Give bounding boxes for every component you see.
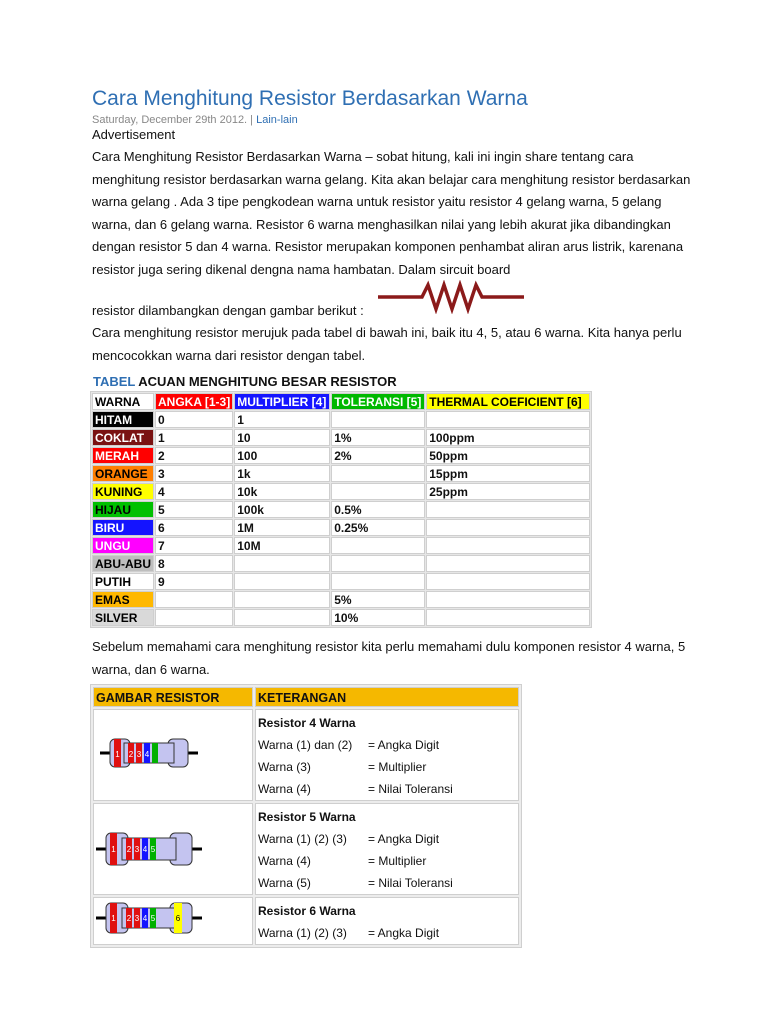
table-cell (155, 609, 233, 626)
table-cell: 0.5% (331, 501, 425, 518)
band-label: 6 (175, 914, 181, 923)
table-cell: 0 (155, 411, 233, 428)
desc-value: = Nilai Toleransi (368, 782, 453, 796)
table-row (92, 411, 590, 428)
table-cell (155, 591, 233, 608)
table-cell: 3 (155, 465, 233, 482)
desc-value: = Angka Digit (368, 926, 440, 940)
color-name-cell: MERAH (92, 447, 154, 464)
table-cell: 1 (155, 429, 233, 446)
table-cell: 10k (234, 483, 330, 500)
table-cell (426, 501, 590, 518)
band-label: 1 (111, 845, 116, 854)
table-cell: 50ppm (426, 447, 590, 464)
table-cell (234, 573, 330, 590)
table-cell: 6 (155, 519, 233, 536)
desc-label: Warna (5) (258, 876, 311, 890)
table-cell (426, 591, 590, 608)
table-cell (426, 609, 590, 626)
color-name-cell: ABU-ABU (92, 555, 154, 572)
color-name-cell: SILVER (92, 609, 154, 626)
resistor-4-title: Resistor 4 Warna (258, 716, 356, 730)
table-cell: 15ppm (426, 465, 590, 482)
table-header-cell: WARNA (92, 393, 154, 410)
desc-label: Warna (1) dan (2) (258, 738, 353, 752)
band-label: 4 (142, 914, 148, 923)
resistor-types-table (90, 684, 522, 948)
table-row (92, 519, 590, 536)
table-cell: 5 (155, 501, 233, 518)
table-cell (234, 591, 330, 608)
symbol-paragraph: resistor dilambangkan dengan gambar berikut : (92, 303, 364, 318)
color-name-cell: HIJAU (92, 501, 154, 518)
table-cell (331, 483, 425, 500)
advertisement-label: Advertisement (92, 127, 176, 142)
table-cell (331, 573, 425, 590)
article-date: Saturday, December 29th 2012. (92, 114, 248, 126)
desc-value: = Multiplier (368, 854, 427, 868)
color-name-cell: KUNING (92, 483, 154, 500)
table-cell: 7 (155, 537, 233, 554)
band-label: 2 (126, 914, 132, 923)
table-cell: 100 (234, 447, 330, 464)
table-cell: 10 (234, 429, 330, 446)
resistor-6-title: Resistor 6 Warna (258, 904, 356, 918)
table-cell (331, 537, 425, 554)
band-label: 4 (144, 750, 150, 759)
table-cell (331, 411, 425, 428)
article-meta (92, 114, 298, 126)
color-name-cell: EMAS (92, 591, 154, 608)
table-cell (234, 555, 330, 572)
table-cell: 1M (234, 519, 330, 536)
table-header-cell: THERMAL COEFICIENT [6] (426, 393, 590, 410)
band-label: 5 (150, 914, 156, 923)
resistor-5-title: Resistor 5 Warna (258, 810, 356, 824)
table-cell: 4 (155, 483, 233, 500)
band-label: 3 (136, 750, 142, 759)
table-row (92, 447, 590, 464)
table-cell: 25ppm (426, 483, 590, 500)
table-cell (426, 411, 590, 428)
color-name-cell: UNGU (92, 537, 154, 554)
desc-value: = Nilai Toleransi (368, 876, 453, 890)
band-label: 1 (111, 914, 116, 923)
gambar-header-right: KETERANGAN (255, 687, 519, 707)
band-label: 4 (142, 845, 148, 854)
table-cell: 1% (331, 429, 425, 446)
table-cell (426, 573, 590, 590)
resistor-4-description (255, 709, 519, 801)
table-cell: 2 (155, 447, 233, 464)
table-cell: 9 (155, 573, 233, 590)
table-header-cell: TOLERANSI [5] (331, 393, 425, 410)
band-label: 2 (128, 750, 134, 759)
table-row (92, 501, 590, 518)
band-label: 5 (150, 845, 156, 854)
table-cell: 0.25% (331, 519, 425, 536)
gambar-header-left: GAMBAR RESISTOR (93, 687, 253, 707)
color-name-cell: PUTIH (92, 573, 154, 590)
table-cell: 8 (155, 555, 233, 572)
resistor-color-table (90, 391, 592, 628)
band-label: 3 (134, 845, 140, 854)
table-row (92, 573, 590, 590)
desc-label: Warna (4) (258, 782, 311, 796)
table-row (92, 555, 590, 572)
table-row (92, 537, 590, 554)
table-cell: 100ppm (426, 429, 590, 446)
table-cell: 100k (234, 501, 330, 518)
table-cell (426, 519, 590, 536)
table-row (92, 465, 590, 482)
desc-label: Warna (4) (258, 854, 311, 868)
meta-separator: | (247, 114, 257, 126)
table-row (92, 429, 590, 446)
desc-value: = Angka Digit (368, 738, 440, 752)
band-label: 2 (126, 845, 132, 854)
resistor-5-image (93, 803, 253, 895)
table-cell (234, 609, 330, 626)
table-cell: 10M (234, 537, 330, 554)
table-cell: 2% (331, 447, 425, 464)
table-intro-paragraph: Cara menghitung resistor merujuk pada tabel di bawah ini, baik itu 4, 5, atau 6 warna. Kita hanya perlu mencocokkan warna dari resistor dengan tabel. (92, 325, 682, 363)
table-cell (426, 537, 590, 554)
color-name-cell: ORANGE (92, 465, 154, 482)
article-title: Cara Menghitung Resistor Berdasarkan Warna (92, 87, 528, 110)
resistor-4-image (93, 709, 253, 801)
desc-label: Warna (1) (2) (3) (258, 926, 347, 940)
table-title-blue: TABEL (93, 374, 136, 389)
table-row (92, 591, 590, 608)
table-cell (331, 465, 425, 482)
table-header-row (92, 393, 590, 410)
desc-label: Warna (3) (258, 760, 311, 774)
desc-value: = Angka Digit (368, 832, 440, 846)
resistor-6-image (93, 897, 253, 945)
intro-paragraph: Cara Menghitung Resistor Berdasarkan Warna – sobat hitung, kali ini ingin share tentang cara menghitung resistor berdasarkan warna gelang. Kita akan belajar cara menghitung resistor berdasarkan warna gelang . Ada 3 tipe pengkodean warna untuk resistor yaitu resistor 4 gelang warna, 5 gelang warna, dan 6 gelang warna. Resistor 6 warna menghasilkan nilai yang lebih akurat jika dibandingkan dengan resistor 5 dan 4 warna. Resistor merupakan komponen penhambat aliran arus listrik, karenana resistor juga sering dikenal dengna nama hambatan. Dalam sircuit board (92, 149, 691, 277)
band-label: 1 (115, 750, 120, 759)
table-cell (426, 555, 590, 572)
desc-value: = Multiplier (368, 760, 427, 774)
resistor-6-description (255, 897, 519, 945)
table-row (92, 609, 590, 626)
table-cell (331, 555, 425, 572)
table-title-rest: ACUAN MENGHITUNG BESAR RESISTOR (135, 374, 397, 389)
desc-label: Warna (1) (2) (3) (258, 832, 347, 846)
table-cell: 1k (234, 465, 330, 482)
resistor-5-description (255, 803, 519, 895)
table-header-cell: ANGKA [1-3] (155, 393, 233, 410)
table-title (93, 374, 397, 389)
color-name-cell: BIRU (92, 519, 154, 536)
table-cell: 1 (234, 411, 330, 428)
table-cell: 10% (331, 609, 425, 626)
color-name-cell: HITAM (92, 411, 154, 428)
table-row (92, 483, 590, 500)
table-header-cell: MULTIPLIER [4] (234, 393, 330, 410)
color-name-cell: COKLAT (92, 429, 154, 446)
components-paragraph: Sebelum memahami cara menghitung resistor kita perlu memahami dulu komponen resistor 4 warna, 5 warna, dan 6 warna. (92, 639, 686, 677)
table-cell: 5% (331, 591, 425, 608)
category-link[interactable]: Lain-lain (256, 114, 298, 126)
band-label: 3 (134, 914, 140, 923)
